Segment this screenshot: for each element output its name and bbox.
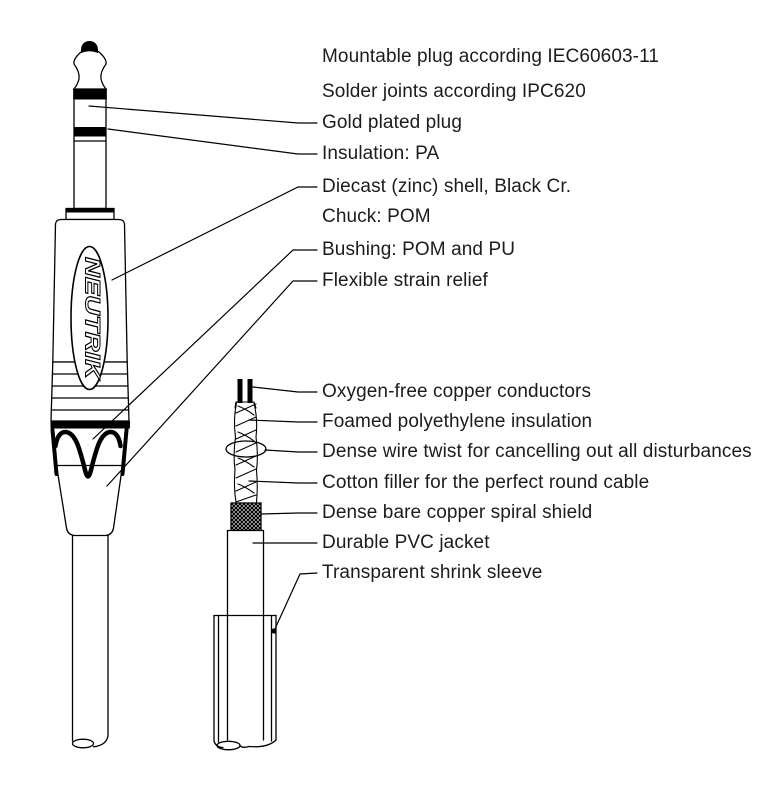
label-solder-joints: Solder joints according IPC620 xyxy=(322,81,586,102)
label-cotton-filler: Cotton filler for the perfect round cable xyxy=(322,472,650,493)
label-shrink-sleeve: Transparent shrink sleeve xyxy=(322,562,543,583)
label-foamed-insulation: Foamed polyethylene insulation xyxy=(322,411,593,432)
pvc-jacket xyxy=(228,531,264,741)
twist-disc xyxy=(226,441,266,457)
plug-band-1 xyxy=(73,89,107,100)
plug-shaft xyxy=(74,90,106,209)
leader-gold-plated-plug xyxy=(89,106,317,123)
plug-band-2 xyxy=(74,127,106,137)
brand-text: NEUTRIK xyxy=(80,257,104,351)
leader-foamed-insulation xyxy=(249,420,317,422)
leader-cotton-filler xyxy=(249,481,317,483)
leader-shrink-sleeve xyxy=(274,573,317,631)
plug-cable xyxy=(73,536,109,748)
spiral-shield xyxy=(231,503,261,531)
leader-wire-twist xyxy=(265,450,317,452)
plug-tip xyxy=(74,50,106,89)
label-chuck-pom: Chuck: POM xyxy=(322,206,431,227)
leader-spiral-shield xyxy=(261,513,317,514)
label-mountable-plug: Mountable plug according IEC60603-11 xyxy=(322,46,660,67)
label-pvc-jacket: Durable PVC jacket xyxy=(322,532,490,553)
label-bushing: Bushing: POM and PU xyxy=(322,239,516,260)
label-diecast-shell: Diecast (zinc) shell, Black Cr. xyxy=(322,176,572,197)
label-conductors: Oxygen-free copper conductors xyxy=(322,381,592,402)
label-spiral-shield: Dense bare copper spiral shield xyxy=(322,502,593,523)
label-strain-relief: Flexible strain relief xyxy=(322,270,488,291)
label-wire-twist: Dense wire twist for cancelling out all disturbances xyxy=(322,441,752,462)
trs-plug-drawing xyxy=(51,41,131,748)
leader-strain-relief xyxy=(107,281,317,486)
leader-insulation xyxy=(108,129,317,154)
leader-diecast-shell xyxy=(112,187,317,280)
cable-cross-section-drawing xyxy=(214,379,277,750)
shell-collar-band xyxy=(51,421,131,429)
copper-conductors xyxy=(238,379,243,403)
label-insulation-pa: Insulation: PA xyxy=(322,143,440,164)
plug-tip-cap xyxy=(81,41,98,53)
leader-conductors xyxy=(253,387,317,392)
label-gold-plated-plug: Gold plated plug xyxy=(322,112,462,133)
